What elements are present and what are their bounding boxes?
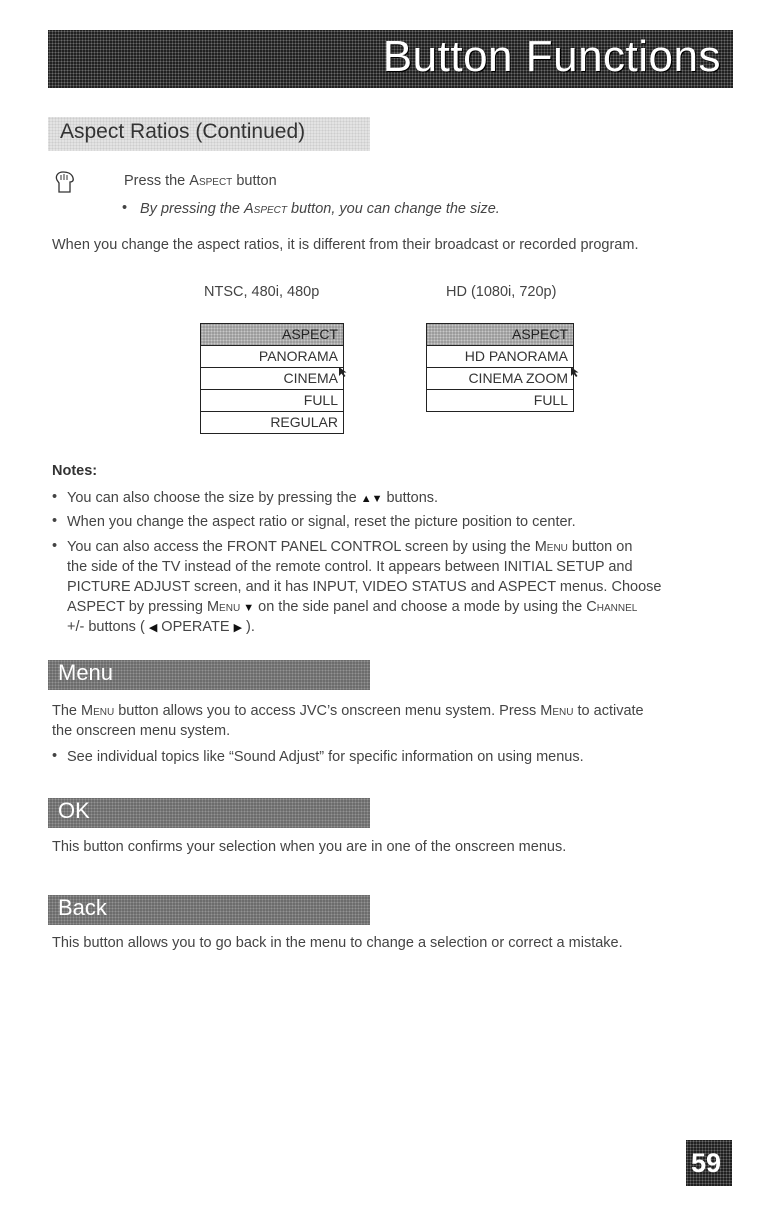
menu-desc-b: button allows you to access JVC’s onscreen menu system. Press [114,703,541,719]
bullet-dot: • [52,489,58,505]
ntsc-menu-cinema[interactable] [201,368,343,390]
remote-press-icon [52,170,78,194]
ok-heading: OK [58,798,90,823]
note-3-l1-b: button on [567,539,633,555]
hd-menu-panorama-label: HD PANORAMA [464,348,568,364]
aspect-intro: When you change the aspect ratios, it is different from their broadcast or recorded program. [52,237,639,253]
note-2: When you change the aspect ratio or signal, reset the picture position to center. [67,514,576,530]
menu-bullet: See individual topics like “Sound Adjust” for specific information on using menus. [67,749,584,765]
press-text-a: Press the [124,173,190,189]
menu-desc-line-1 [52,702,644,720]
ntsc-menu-regular-label: REGULAR [270,414,338,430]
cursor-icon [570,366,580,378]
aspect-heading: Aspect Ratios (Continued) [60,120,306,143]
note-3-l5-c: ). [242,619,255,635]
aspect-bullet-a: By pressing the [140,201,244,217]
notes-heading: Notes: [52,463,98,479]
back-desc: This button allows you to go back in the menu to change a selection or correct a mistake. [52,935,623,951]
channel-key-label: Channel [586,599,638,615]
menu-desc-a: The [52,703,82,719]
ntsc-menu-cinema-label: CINEMA [283,370,338,386]
aspect-key-label: Aspect [189,173,233,189]
ntsc-aspect-menu [200,323,344,434]
hd-label: HD (1080i, 720p) [446,284,557,300]
menu-key-label: Menu [534,539,568,555]
menu-key-label: Menu [81,703,115,719]
up-down-arrows-icon: ▲▼ [360,493,383,505]
menu-desc-c: to activate [573,703,644,719]
note-3-l5-a: +/- buttons ( [67,619,149,635]
hd-menu-full[interactable] [427,390,573,411]
press-text-b: button [232,173,277,189]
menu-key-label: Menu [540,703,574,719]
note-3-l4-b: on the side panel and choose a mode by using the [254,599,587,615]
back-heading-bar [48,895,370,925]
page-title: Button Functions [382,32,721,81]
menu-heading-bar [48,660,370,690]
bullet-dot: • [52,513,58,529]
aspect-bullet [140,200,500,218]
page-header-bar [48,30,733,88]
note-3-l5-b: OPERATE [157,619,234,635]
bullet-dot: • [52,538,58,554]
page-number: 59 [691,1148,722,1178]
aspect-heading-bar [48,117,370,151]
aspect-bullet-key: Aspect [243,201,287,217]
note-1 [67,489,438,508]
note-3-line-3: PICTURE ADJUST screen, and it has INPUT, VIDEO STATUS and ASPECT menus. Choose [67,579,662,595]
menu-key-label: Menu [206,599,241,615]
note-3-line-5 [67,618,255,637]
hd-menu-title: ASPECT [427,324,573,346]
note-3-l1-a: You can also access the FRONT PANEL CONTROL screen by using the [67,539,535,555]
ntsc-menu-full-label: FULL [303,392,338,408]
cursor-icon [338,366,348,378]
note-3-l4-a: ASPECT by pressing [67,599,207,615]
press-aspect-instruction [124,172,277,190]
hd-aspect-menu [426,323,574,412]
hd-menu-full-label: FULL [533,392,568,408]
ntsc-menu-title: ASPECT [201,324,343,346]
ntsc-menu-panorama-label: PANORAMA [258,348,338,364]
back-heading: Back [58,895,107,920]
left-arrow-icon: ◀ [148,622,158,634]
aspect-bullet-b: button, you can change the size. [287,201,500,217]
ntsc-menu-panorama[interactable] [201,346,343,368]
note-1-a: You can also choose the size by pressing the [67,490,361,506]
right-arrow-icon: ▶ [233,622,243,634]
ok-heading-bar [48,798,370,828]
menu-heading: Menu [58,660,114,685]
down-arrow-icon: ▼ [240,602,255,614]
ntsc-menu-full[interactable] [201,390,343,412]
note-3-line-1 [67,538,632,556]
note-1-b: buttons. [382,490,439,506]
ntsc-menu-regular[interactable] [201,412,343,433]
menu-desc-line-2: the onscreen menu system. [52,723,231,739]
ok-desc: This button confirms your selection when you are in one of the onscreen menus. [52,839,567,855]
note-3-line-2: the side of the TV instead of the remote control. It appears between INITIAL SETUP and [67,559,633,575]
note-3-line-4 [67,598,637,617]
hd-menu-cinema-zoom-label: CINEMA ZOOM [468,370,568,386]
bullet-dot: • [52,748,58,764]
ntsc-label: NTSC, 480i, 480p [204,284,320,300]
hd-menu-cinema-zoom[interactable] [427,368,573,390]
page-number-box [686,1140,732,1186]
bullet-dot: • [122,200,128,216]
hd-menu-panorama[interactable] [427,346,573,368]
